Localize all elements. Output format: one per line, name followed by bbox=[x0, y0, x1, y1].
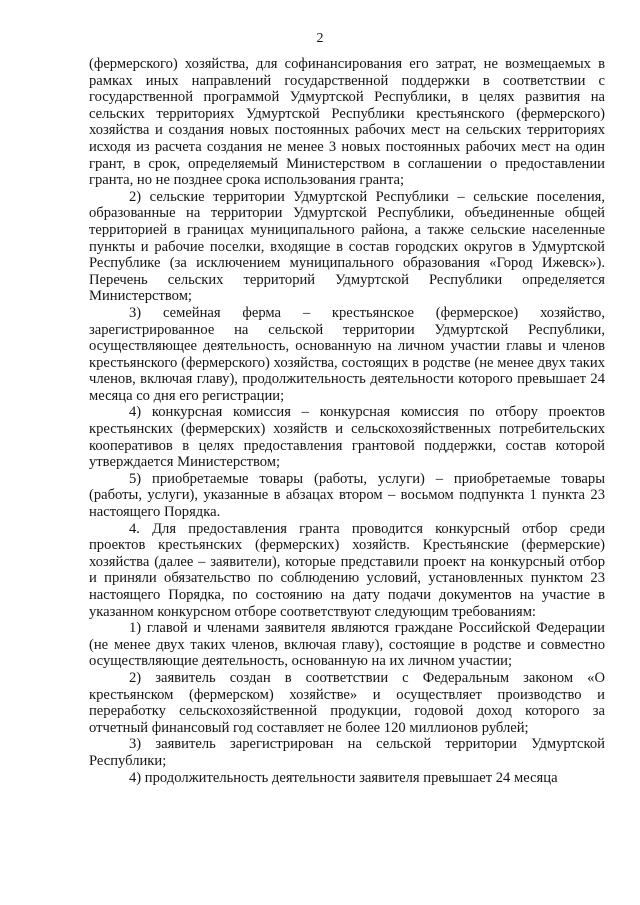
page-number: 2 bbox=[316, 31, 324, 46]
paragraph-purchased-goods: 5) приобретаемые товары (работы, услуги) – приобретаемые товары (работы, услуги), указанные в абзацах втором – восьмом подпункта 1 пункта 23 настоящего Порядка. bbox=[89, 470, 605, 521]
paragraph-section-4: 4. Для предоставления гранта проводится конкурсный отбор среди проектов крестьянских (фермерских) хозяйств. Крестьянские (фермерские) хозяйства (далее – заявители), которые представили проект на конкурсный отбор и приняли обязательство по соблюдению условий, установленных пунктом 23 настоящего Порядка, по состоянию на дату подачи документов на участие в указанном конкурсном отборе соответствуют следующим требованиям: bbox=[89, 520, 605, 620]
paragraph-grant-definition-continued: (фермерского) хозяйства, для софинансирования его затрат, не возмещаемых в рамках иных направлений государственной поддержки в соответствии с государственной программой Удмуртской Республики, в целях развития на сельских территориях Удмуртской Республики крестьянского (фермерского) хозяйства и создания новых постоянных рабочих мест на сельских территориях исходя из расчета создания не менее 3 новых постоянных рабочих мест на один грант, в срок, определяемый Министерством в соглашении о предоставлении гранта, но не позднее срока использования гранта; bbox=[89, 56, 605, 189]
paragraph-requirement-4: 4) продолжительность деятельности заявителя превышает 24 месяца bbox=[129, 769, 558, 786]
paragraph-competition-commission: 4) конкурсная комиссия – конкурсная комиссия по отбору проектов крестьянских (фермерских) хозяйств и сельскохозяйственных потребительских кооперативов в целях предоставления грантовой поддержки, состав которой утверждается Министерством; bbox=[89, 404, 605, 471]
paragraph-requirement-1: 1) главой и членами заявителя являются граждане Российской Федерации (не менее двух таких членов, включая главу), состоящие в родстве и совместно осуществляющие деятельность, основанную на их личном участии; bbox=[89, 620, 605, 670]
paragraph-rural-territories: 2) сельские территории Удмуртской Республики – сельские поселения, образованные на территории Удмуртской Республики, объединенные общей территорией в границах муниципального района, а также сельские населенные пункты и рабочие поселки, входящие в состав городских округов в Удмуртской Республике (за исключением муниципального образования «Город Ижевск»). Перечень сельских территорий Удмуртской Республики определяется Министерством; bbox=[89, 188, 605, 305]
paragraph-requirement-2: 2) заявитель создан в соответствии с Федеральным законом «О крестьянском (фермерском) хозяйстве» и осуществляет производство и переработку сельскохозяйственной продукции, годовой доход которого за отчетный финансовый год составляет не более 120 миллионов рублей; bbox=[89, 669, 605, 736]
paragraph-requirement-3: 3) заявитель зарегистрирован на сельской территории Удмуртской Республики; bbox=[89, 736, 605, 769]
paragraph-family-farm: 3) семейная ферма – крестьянское (фермерское) хозяйство, зарегистрированное на сельской территории Удмуртской Республики, осуществляющее деятельность, основанную на личном участии главы и членов крестьянского (фермерского) хозяйства, состоящих в родстве (не менее двух таких членов, включая главу), продолжительность деятельности которого превышает 24 месяца со дня его регистрации; bbox=[89, 304, 605, 404]
document-body bbox=[89, 56, 605, 786]
